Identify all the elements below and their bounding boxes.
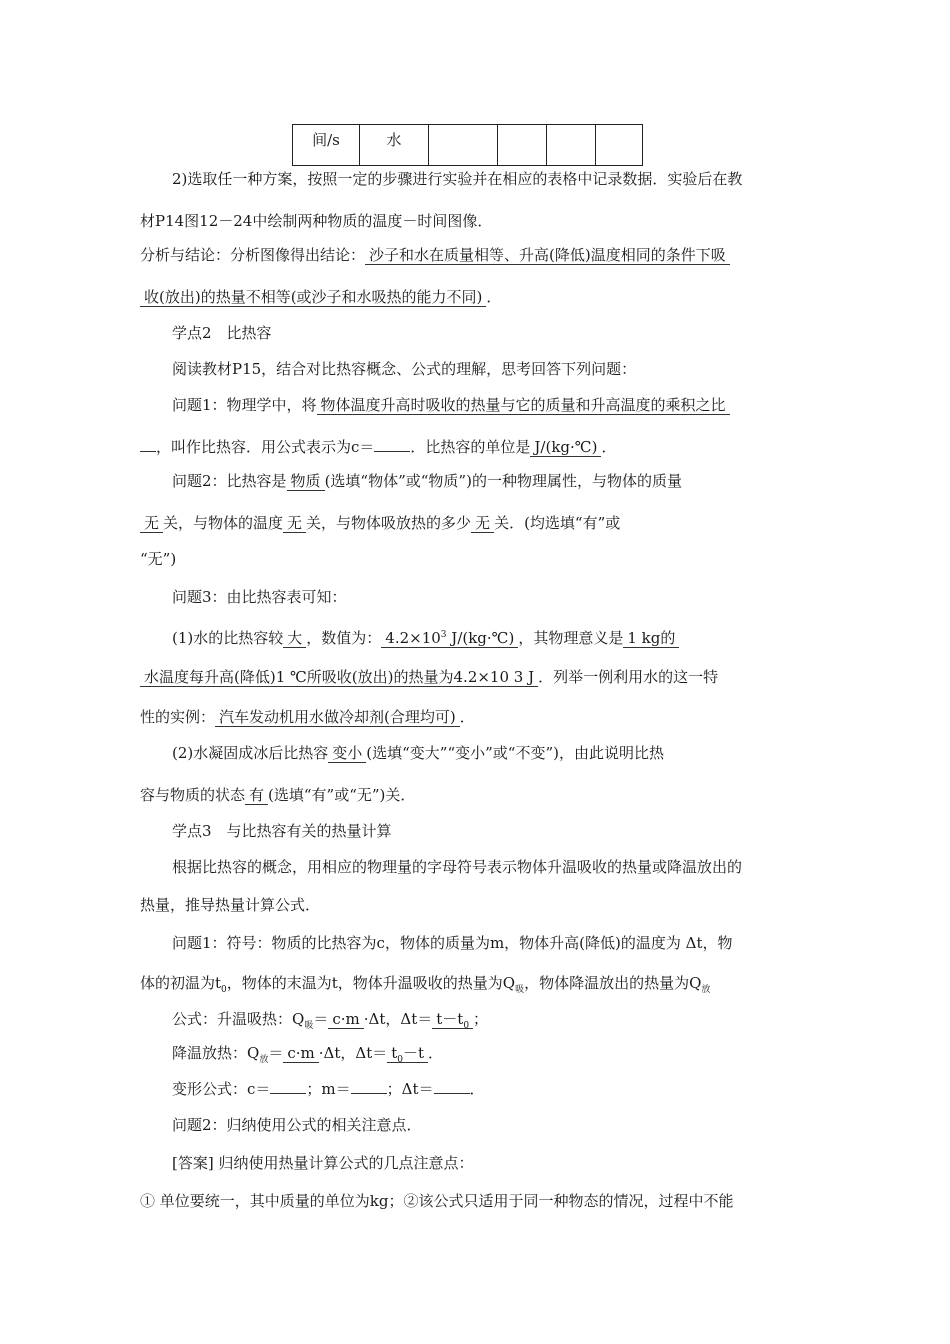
answer: 有: [245, 786, 268, 805]
answer: 沙子和水在质量相等、升高(降低)温度相同的条件下吸: [365, 246, 730, 265]
punct: ．: [459, 708, 475, 726]
text-line: [140, 706, 475, 728]
label: 公式：升温吸热：Q: [172, 1010, 305, 1028]
table-cell: [596, 125, 643, 166]
blank: [374, 451, 410, 452]
label: ·Δt，Δt＝: [318, 1044, 388, 1062]
label: 容与物质的状态: [140, 786, 246, 804]
subscript: 0: [221, 985, 227, 995]
text-line: [172, 394, 730, 416]
text-line: [140, 436, 616, 458]
label: ．比热容的单位是: [410, 438, 531, 456]
text-line: 材P14图12－24中绘制两种物质的温度－时间图像．: [140, 212, 493, 230]
blank: [140, 451, 156, 452]
table-cell: [429, 125, 498, 166]
subscript: 0: [397, 1055, 404, 1065]
answer: 物体温度升高时吸收的热量与它的质量和升高温度的乘积之比: [317, 396, 730, 415]
punct: ．: [486, 288, 502, 306]
label: 关．(均选填“有”或: [494, 514, 621, 532]
text-line: 问题2：归纳使用公式的相关注意点．: [172, 1116, 422, 1134]
label: ，其物理意义是: [518, 629, 624, 647]
unit: J/(kg·℃): [446, 629, 515, 647]
label: ，叫作比热容．用公式表示为c＝: [156, 438, 375, 456]
punct: ；: [473, 1010, 489, 1028]
answer: 无: [471, 514, 494, 533]
punct: ．: [469, 1080, 485, 1098]
text-line: 根据比热容的概念，用相应的物理量的字母符号表示物体升温吸收的热量或降温放出的: [172, 858, 743, 876]
text-line: 2)选取任一种方案，按照一定的步骤进行实验并在相应的表格中记录数据．实验后在教: [172, 170, 743, 188]
answer: 无: [140, 514, 163, 533]
table-cell: [498, 125, 547, 166]
text-line: [140, 244, 730, 266]
label: 降温放热：Q: [172, 1044, 260, 1062]
text-line: 热量，推导热量计算公式．: [140, 896, 321, 914]
label: (选填“变大”“变小”或“不变”)，由此说明比热: [366, 744, 664, 762]
subscript: 吸: [304, 1021, 314, 1031]
label: ，物体降温放出的热量为Q: [524, 974, 702, 992]
text-line: [140, 972, 710, 1001]
formula-line: [172, 1078, 485, 1100]
label: (选填“有”或“无”)关．: [268, 786, 416, 804]
answer: [381, 629, 518, 648]
label: ；m＝: [306, 1080, 351, 1098]
label: (2)水凝固成冰后比热容: [172, 744, 329, 762]
formula-line: [172, 1042, 443, 1071]
text-line: [答案] 归纳使用热量计算公式的几点注意点：: [172, 1154, 474, 1172]
table-cell: 水: [360, 125, 429, 166]
subscript: 放: [259, 1055, 269, 1065]
answer: [432, 1010, 473, 1029]
answer: 变小: [328, 744, 366, 763]
value: 4.2×10: [385, 629, 441, 647]
subscript: 放: [701, 985, 711, 995]
section-title: 学点2 比热容: [172, 324, 272, 342]
answer: 物质: [287, 472, 325, 491]
label: ，物体的末温为t，物体升温吸收的热量为Q: [226, 974, 516, 992]
label: ．列举一例利用水的这一特: [538, 668, 719, 686]
label: ＝: [313, 1010, 329, 1028]
text-line: 问题1：符号：物质的比热容为c，物体的质量为m，物体升高(降低)的温度为 Δt，物: [172, 934, 733, 952]
subscript: 吸: [515, 985, 525, 995]
text-line: [140, 784, 415, 806]
table-row: [293, 125, 643, 166]
text-line: [140, 512, 620, 534]
punct: ．: [601, 438, 617, 456]
label: ，数值为：: [306, 629, 382, 647]
punct: ．: [428, 1044, 444, 1062]
answer: 水温度每升高(降低)1 ℃所吸收(放出)的热量为4.2×10 3 J: [140, 668, 538, 687]
answer: c·m: [283, 1044, 318, 1063]
text-line: [172, 742, 664, 764]
value: t－t: [436, 1010, 464, 1028]
answer: 收(放出)的热量不相等(或沙子和水吸热的能力不同): [140, 288, 486, 307]
formula-line: [172, 1008, 488, 1037]
label: 关，与物体吸放热的多少: [306, 514, 472, 532]
text-line: [140, 286, 501, 308]
answer: [387, 1044, 428, 1063]
label: (选填“物体”或“物质”)的一种物理属性，与物体的质量: [324, 472, 682, 490]
label: 分析与结论：分析图像得出结论：: [140, 246, 366, 264]
subscript: 0: [463, 1021, 470, 1031]
text-line: “无”): [140, 550, 177, 568]
text-line: ① 单位要统一，其中质量的单位为kg；②该公式只适用于同一种物态的情况，过程中不能: [140, 1192, 734, 1210]
label: 问题2：比热容是: [172, 472, 287, 490]
text-line: [140, 666, 718, 688]
answer: 1 kg的: [623, 629, 679, 648]
label: 体的初温为t: [140, 974, 222, 992]
text-line: [172, 624, 679, 649]
answer: c·m: [328, 1010, 363, 1029]
label: (1)水的比热容较: [172, 629, 284, 647]
value: t: [391, 1044, 398, 1062]
text-line: [172, 470, 682, 492]
section-title: 学点3 与比热容有关的热量计算: [172, 822, 392, 840]
label: 变形公式：c＝: [172, 1080, 271, 1098]
text-line: 问题3：由比热容表可知：: [172, 588, 347, 606]
label: ；Δt＝: [386, 1080, 434, 1098]
answer: 汽车发动机用水做冷却剂(合理均可): [215, 708, 460, 727]
data-table: [292, 124, 643, 166]
blank: [434, 1093, 470, 1094]
exponent: 3: [440, 630, 447, 640]
label: 关，与物体的温度: [163, 514, 284, 532]
text-line: 阅读教材P15，结合对比热容概念、公式的理解，思考回答下列问题：: [172, 360, 637, 378]
label: ＝: [268, 1044, 284, 1062]
blank: [351, 1093, 387, 1094]
label: ·Δt，Δt＝: [363, 1010, 433, 1028]
label: 性的实例：: [140, 708, 216, 726]
answer: J/(kg·℃): [530, 438, 601, 457]
label: 问题1：物理学中，将: [172, 396, 317, 414]
blank: [270, 1093, 306, 1094]
answer: 大: [283, 629, 306, 648]
table-cell: 间/s: [293, 125, 360, 166]
value: －t: [403, 1044, 425, 1062]
answer: 无: [283, 514, 306, 533]
table-cell: [547, 125, 596, 166]
